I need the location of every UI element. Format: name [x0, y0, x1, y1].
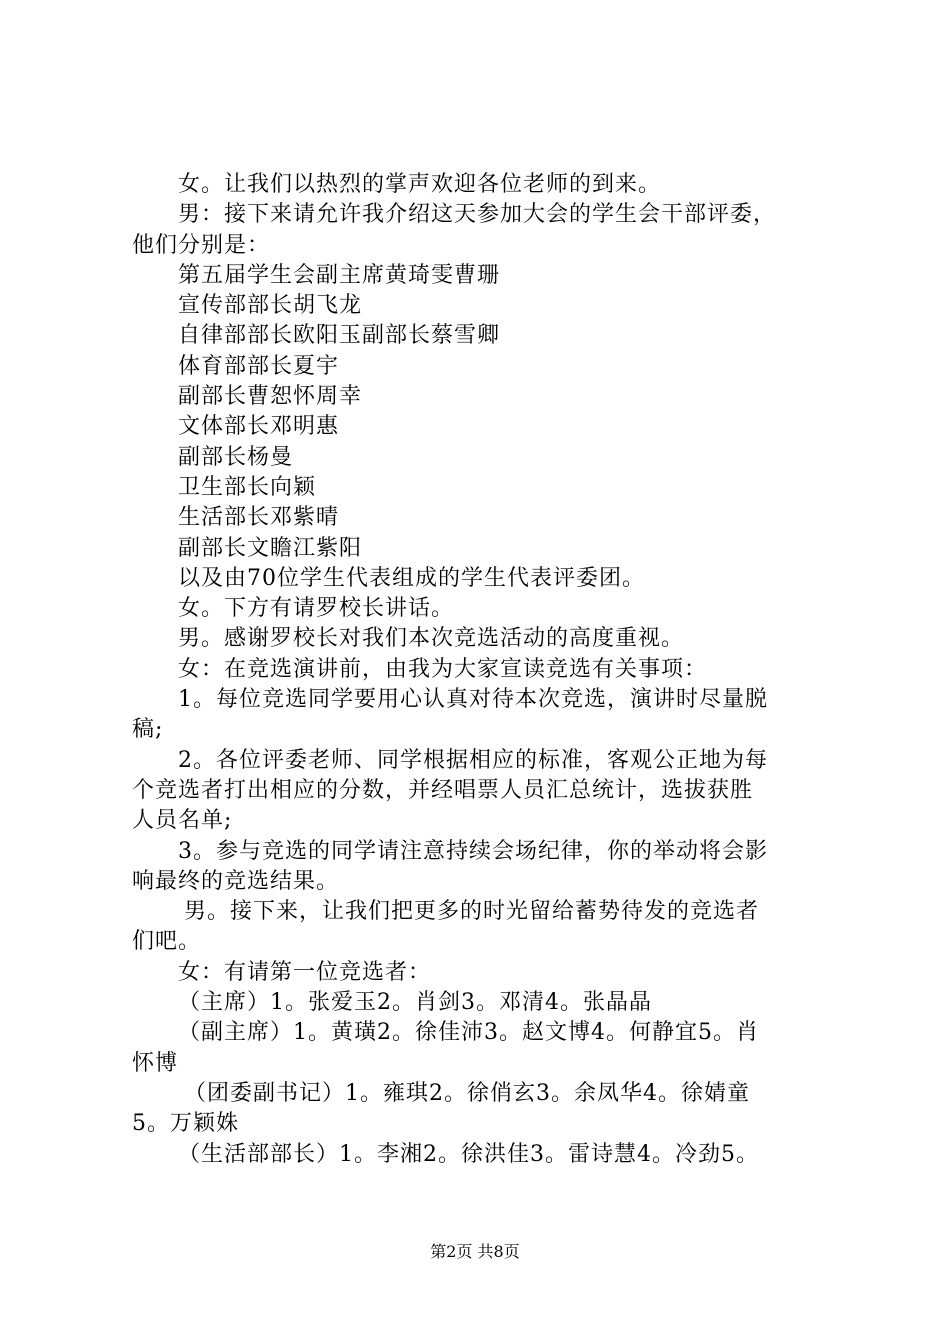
text-line: （团委副书记）1。雍琪2。徐俏玄3。余凤华4。徐婧童 — [184, 1080, 750, 1106]
text-line: 人员名单; — [132, 808, 233, 834]
text-line: 们吧。 — [132, 929, 202, 955]
text-line: 副部长曹恕怀周幸 — [178, 384, 363, 410]
text-line: 卫生部长向颖 — [178, 474, 317, 500]
text-line: 第五届学生会副主席黄琦雯曹珊 — [178, 262, 501, 288]
text-line: （生活部部长）1。李湘2。徐洪佳3。雷诗慧4。冷劲5。 — [178, 1141, 759, 1167]
text-line: 5。万颖姝 — [132, 1111, 239, 1137]
text-line: 响最终的竞选结果。 — [132, 868, 340, 894]
text-line: 体育部部长夏宇 — [178, 353, 340, 379]
document-body — [132, 170, 832, 1170]
text-line: 宣传部部长胡飞龙 — [178, 293, 363, 319]
text-line: 男：接下来请允许我介绍这天参加大会的学生会干部评委， — [178, 202, 777, 228]
text-line: 文体部长邓明惠 — [178, 414, 340, 440]
text-line: 副部长杨曼 — [178, 444, 294, 470]
text-line: 他们分别是： — [132, 232, 271, 258]
text-line: 稿; — [132, 717, 164, 743]
text-line: （主席）1。张爱玉2。肖剑3。邓清4。张晶晶 — [178, 990, 652, 1016]
page-number-footer: 第2页 共8页 — [430, 1242, 520, 1261]
text-line: 女：在竞选演讲前，由我为大家宣读竞选有关事项： — [178, 656, 708, 682]
text-line: 1。每位竞选同学要用心认真对待本次竞选，演讲时尽量脱 — [178, 687, 768, 713]
text-line: 怀博 — [132, 1050, 179, 1076]
text-line: 女：有请第一位竞选者： — [178, 959, 432, 985]
text-line: 女。下方有请罗校长讲话。 — [178, 596, 455, 622]
text-line: 自律部部长欧阳玉副部长蔡雪卿 — [178, 323, 501, 349]
text-line: （副主席）1。黄璜2。徐佳沛3。赵文博4。何静宜5。肖 — [178, 1020, 759, 1046]
text-line: 副部长文瞻江紫阳 — [178, 535, 363, 561]
text-line: 个竞选者打出相应的分数，并经唱票人员汇总统计，选拔获胜 — [132, 777, 754, 803]
text-line: 以及由70位学生代表组成的学生代表评委团。 — [178, 565, 645, 591]
text-line: 男。感谢罗校长对我们本次竞选活动的高度重视。 — [178, 626, 685, 652]
text-line: 女。让我们以热烈的掌声欢迎各位老师的到来。 — [178, 172, 662, 197]
text-line: 3。参与竞选的同学请注意持续会场纪律，你的举动将会影 — [178, 838, 768, 864]
text-line: 2。各位评委老师、同学根据相应的标准，客观公正地为每 — [178, 747, 768, 773]
text-line: 生活部长邓紫晴 — [178, 505, 340, 531]
text-line: 男。接下来，让我们把更多的时光留给蓄势待发的竞选者 — [184, 899, 760, 925]
